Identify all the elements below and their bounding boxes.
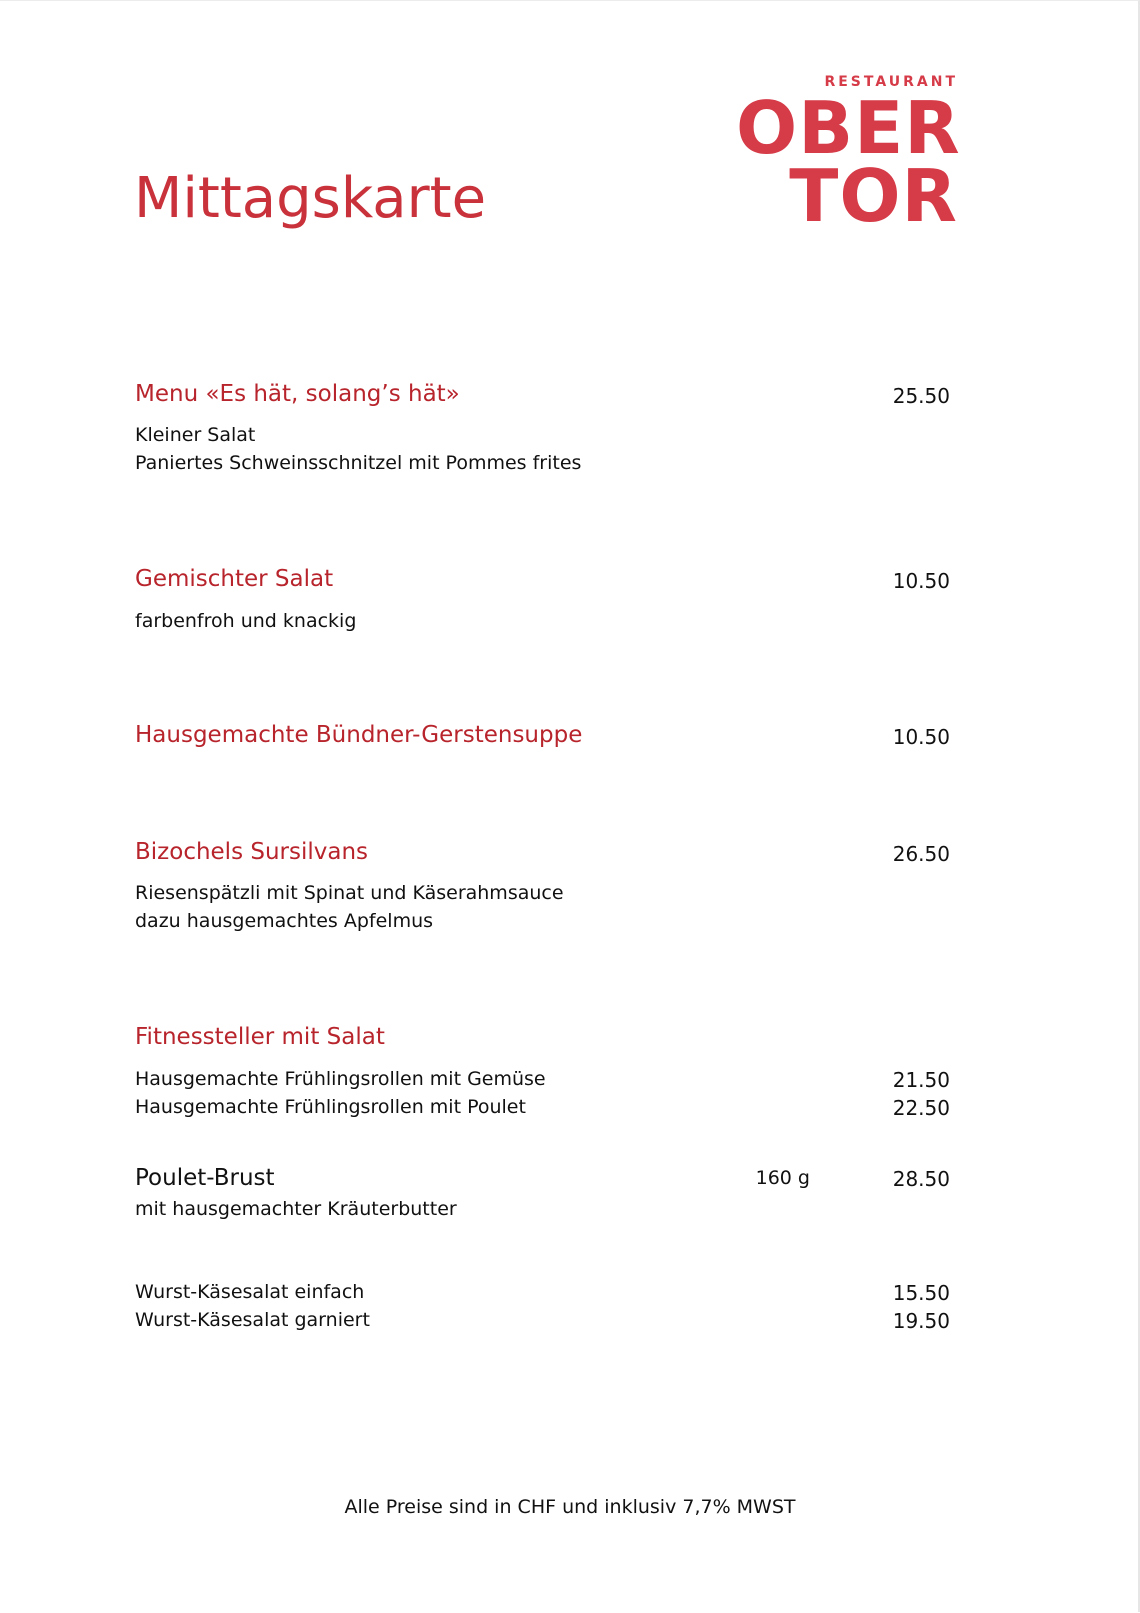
menu-item-description: Kleiner Salat [135, 424, 256, 446]
logo-restaurant-label: RESTAURANT [824, 74, 958, 90]
menu-item-price: 10.50 [892, 725, 950, 749]
menu-item-description: farbenfroh und knackig [135, 610, 357, 632]
menu-option-label: Wurst-Käsesalat garniert [135, 1309, 370, 1331]
menu-option-price: 21.50 [892, 1068, 950, 1092]
logo-line-ober: OBER [736, 86, 961, 170]
menu-item-weight: 160 g [755, 1167, 810, 1189]
menu-item-price: 25.50 [892, 384, 950, 408]
logo-line-tor: TOR [789, 153, 958, 238]
page-title: Mittagskarte [134, 166, 487, 231]
menu-item-title: Hausgemachte Bündner-Gerstensuppe [135, 722, 583, 748]
menu-item-price: 10.50 [892, 569, 950, 593]
menu-option-price: 22.50 [892, 1096, 950, 1120]
menu-option-price: 15.50 [892, 1281, 950, 1305]
menu-item-title: Menu «Es hät, solang’s hät» [135, 381, 460, 407]
menu-option-label: Wurst-Käsesalat einfach [135, 1281, 365, 1303]
price-note: Alle Preise sind in CHF und inklusiv 7,7% MWST [344, 1496, 796, 1518]
menu-item-price: 28.50 [892, 1167, 950, 1191]
menu-item-title: Poulet-Brust [135, 1165, 275, 1191]
menu-option-label: Hausgemachte Frühlingsrollen mit Poulet [135, 1096, 526, 1118]
restaurant-logo [736, 74, 961, 238]
menu-option-price: 19.50 [892, 1309, 950, 1333]
menu-option-label: Hausgemachte Frühlingsrollen mit Gemüse [135, 1068, 546, 1090]
menu-item-description: mit hausgemachter Kräuterbutter [135, 1198, 457, 1220]
menu-item-title: Gemischter Salat [135, 566, 334, 592]
menu-item-title: Fitnessteller mit Salat [135, 1024, 385, 1050]
menu-item-description: Paniertes Schweinsschnitzel mit Pommes frites [135, 452, 582, 474]
menu-item-description: dazu hausgemachtes Apfelmus [135, 910, 434, 932]
menu-item-description: Riesenspätzli mit Spinat und Käserahmsauce [135, 882, 564, 904]
menu-item-price: 26.50 [892, 842, 950, 866]
menu-item-title: Bizochels Sursilvans [135, 839, 369, 865]
